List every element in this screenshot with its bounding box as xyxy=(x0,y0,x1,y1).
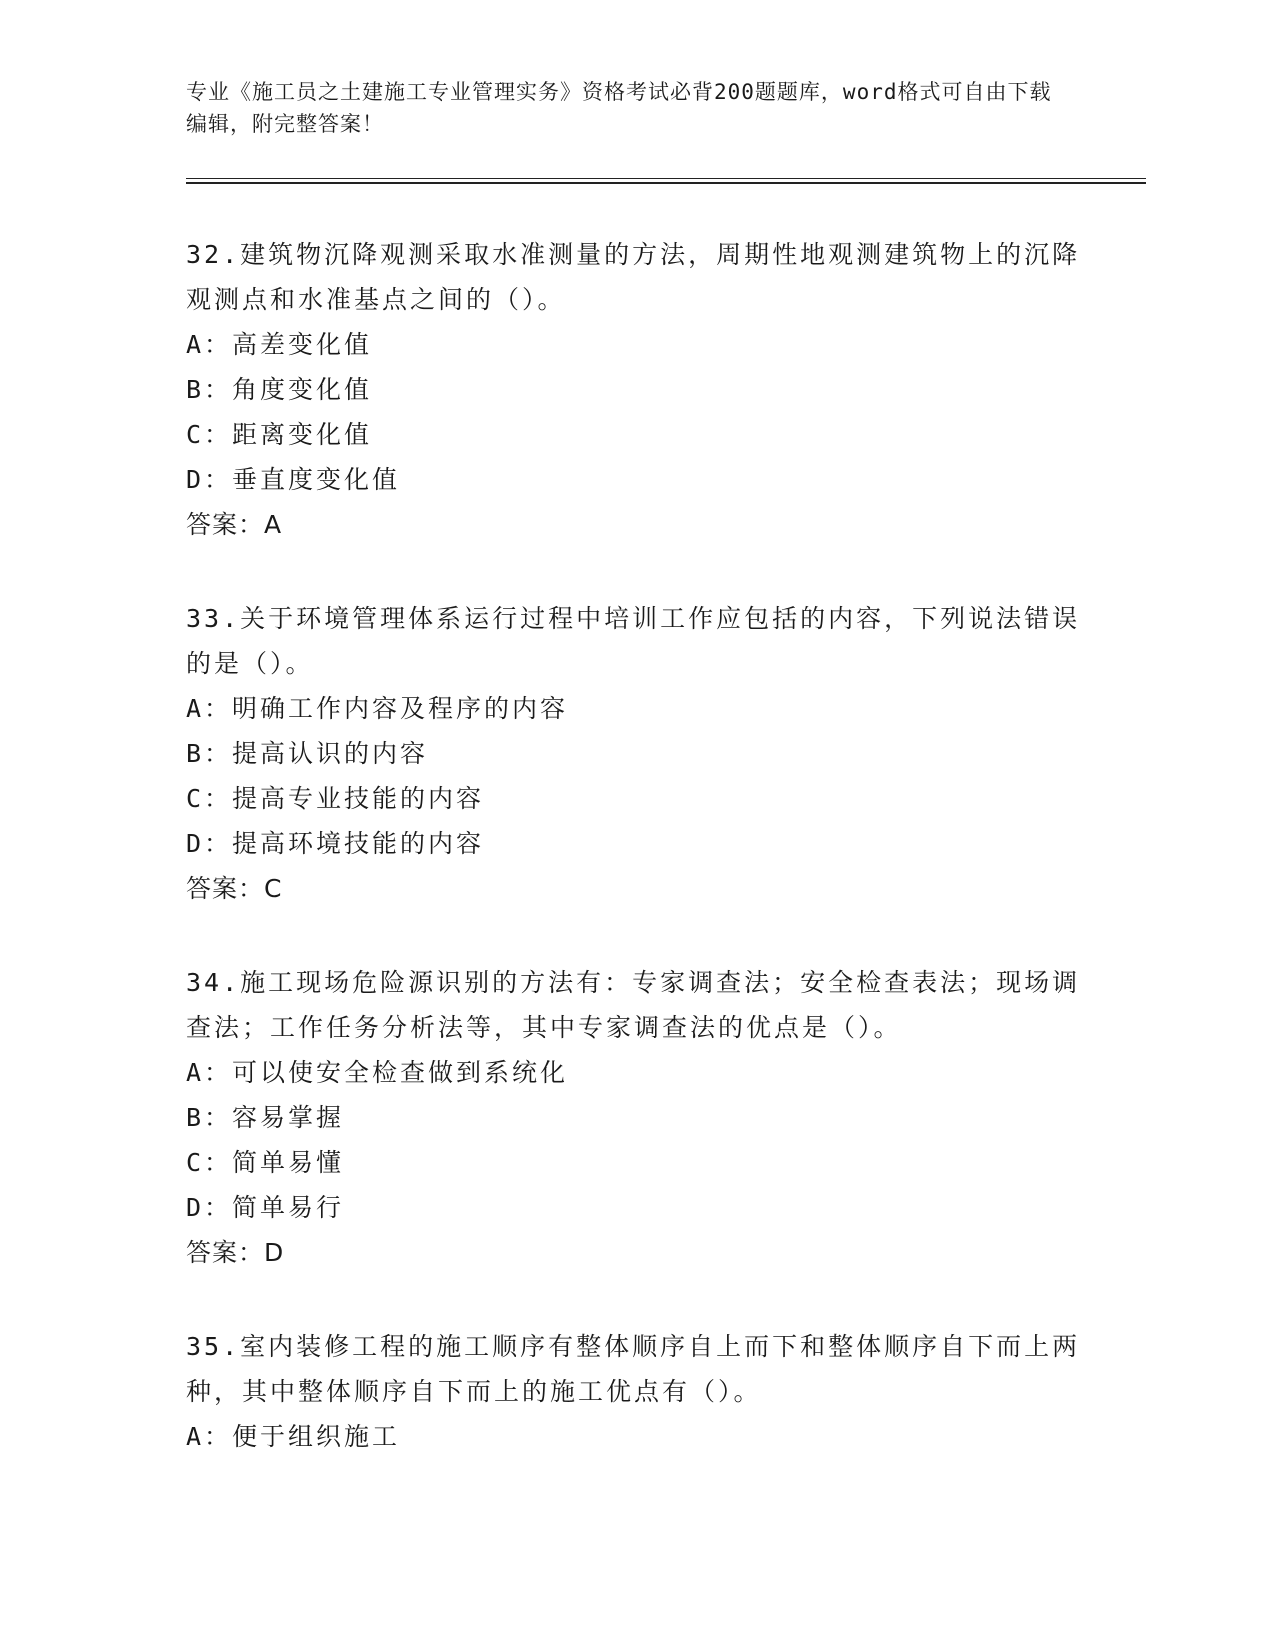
answer: 答案：D xyxy=(186,1238,285,1267)
question-33 xyxy=(186,596,1086,911)
option-d: D：提高环境技能的内容 xyxy=(186,829,485,858)
option-b: B：提高认识的内容 xyxy=(186,739,429,768)
option-c: C：距离变化值 xyxy=(186,420,373,449)
question-32 xyxy=(186,232,1086,547)
header-divider-thick xyxy=(186,182,1146,184)
option-a: A：高差变化值 xyxy=(186,330,373,359)
question-34 xyxy=(186,960,1086,1275)
question-stem: 34.施工现场危险源识别的方法有：专家调查法；安全检查表法；现场调查法；工作任务分析法等，其中专家调查法的优点是（）。 xyxy=(186,968,1081,1042)
question-stem: 32.建筑物沉降观测采取水准测量的方法，周期性地观测建筑物上的沉降观测点和水准基点之间的（）。 xyxy=(186,240,1081,314)
option-a: A：明确工作内容及程序的内容 xyxy=(186,694,569,723)
option-d: D：垂直度变化值 xyxy=(186,465,401,494)
option-b: B：容易掌握 xyxy=(186,1103,345,1132)
option-a: A：可以使安全检查做到系统化 xyxy=(186,1058,569,1087)
answer: 答案：C xyxy=(186,874,283,903)
option-a: A：便于组织施工 xyxy=(186,1422,401,1451)
question-stem: 33.关于环境管理体系运行过程中培训工作应包括的内容，下列说法错误的是（）。 xyxy=(186,604,1081,678)
question-35 xyxy=(186,1324,1086,1459)
option-d: D：简单易行 xyxy=(186,1193,345,1222)
option-c: C：简单易懂 xyxy=(186,1148,345,1177)
header-divider-thin xyxy=(186,178,1146,179)
option-b: B：角度变化值 xyxy=(186,375,373,404)
option-c: C：提高专业技能的内容 xyxy=(186,784,485,813)
document-header: 专业《施工员之土建施工专业管理实务》资格考试必背200题题库，word格式可自由下载编辑，附完整答案！ xyxy=(186,80,1052,136)
question-stem: 35.室内装修工程的施工顺序有整体顺序自上而下和整体顺序自下而上两种，其中整体顺序自下而上的施工优点有（）。 xyxy=(186,1332,1081,1406)
answer: 答案：A xyxy=(186,510,283,539)
